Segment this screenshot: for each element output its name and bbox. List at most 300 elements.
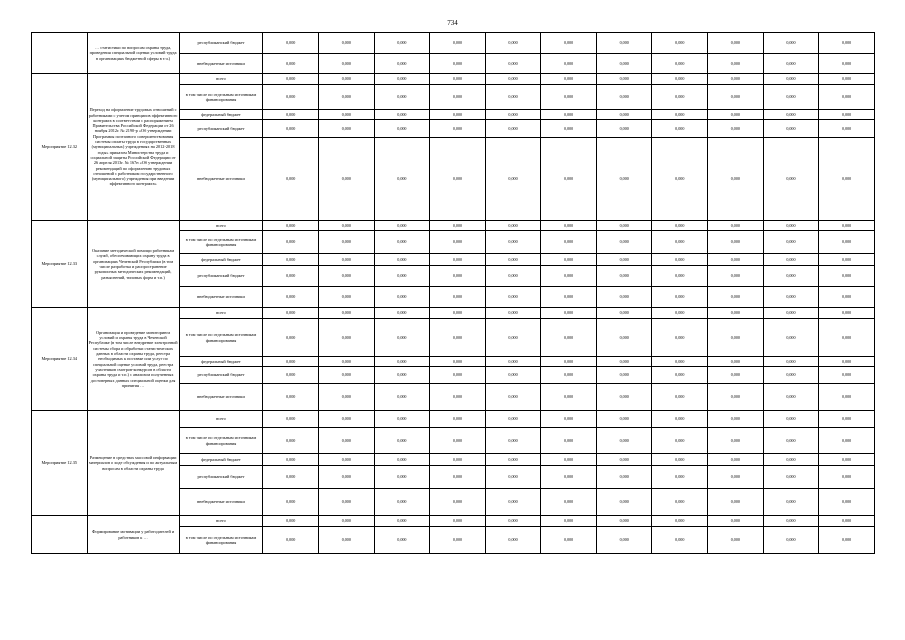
amount-cell: 0,000 xyxy=(374,489,430,516)
amount-cell: 0,000 xyxy=(263,74,319,85)
amount-cell: 0,000 xyxy=(819,138,875,221)
amount-cell: 0,000 xyxy=(708,308,764,319)
amount-cell: 0,000 xyxy=(596,357,652,367)
funding-source: внебюджетные источники xyxy=(179,489,263,516)
amount-cell: 0,000 xyxy=(263,367,319,384)
amount-cell: 0,000 xyxy=(485,428,541,454)
amount-cell: 0,000 xyxy=(763,231,819,254)
amount-cell: 0,000 xyxy=(374,85,430,110)
amount-cell: 0,000 xyxy=(819,319,875,357)
amount-cell: 0,000 xyxy=(708,454,764,466)
amount-cell: 0,000 xyxy=(319,254,375,266)
amount-cell: 0,000 xyxy=(596,384,652,411)
amount-cell: 0,000 xyxy=(763,516,819,527)
amount-cell: 0,000 xyxy=(819,367,875,384)
amount-cell: 0,000 xyxy=(708,489,764,516)
funding-source: внебюджетные источники xyxy=(179,54,263,74)
amount-cell: 0,000 xyxy=(541,367,597,384)
amount-cell: 0,000 xyxy=(319,357,375,367)
amount-cell: 0,000 xyxy=(541,33,597,54)
amount-cell: 0,000 xyxy=(541,466,597,489)
amount-cell: 0,000 xyxy=(374,221,430,231)
amount-cell: 0,000 xyxy=(652,287,708,308)
amount-cell: 0,000 xyxy=(263,357,319,367)
amount-cell: 0,000 xyxy=(596,266,652,287)
measure-description: Переход на оформление трудовых отношений с работниками с учетом принципов эффективного контракта в соответствии с распоряжением Правительства Российской Федерации от 26 ноября 2012г. № 2190-р «Об утверждении Программы поэтапного совершенствования системы оплаты труда в государственных (муниципальных) учреждениях на 2012-2018 годы» приказом Министерства труда и социальной защиты Российской Федерации от 26 апреля 2013г. № 167н «Об утверждении рекомендаций по оформлению трудовых отношений с работником государственного (муниципального) учреждения при введении эффективного контракта» xyxy=(87,74,179,221)
amount-cell: 0,000 xyxy=(263,411,319,428)
amount-cell: 0,000 xyxy=(708,110,764,120)
amount-cell: 0,000 xyxy=(541,231,597,254)
amount-cell: 0,000 xyxy=(596,308,652,319)
funding-source: внебюджетные источники xyxy=(179,138,263,221)
amount-cell: 0,000 xyxy=(708,287,764,308)
amount-cell: 0,000 xyxy=(652,319,708,357)
amount-cell: 0,000 xyxy=(485,54,541,74)
amount-cell: 0,000 xyxy=(652,308,708,319)
amount-cell: 0,000 xyxy=(708,54,764,74)
amount-cell: 0,000 xyxy=(319,33,375,54)
amount-cell: 0,000 xyxy=(485,319,541,357)
amount-cell: 0,000 xyxy=(596,516,652,527)
amount-cell: 0,000 xyxy=(763,319,819,357)
amount-cell: 0,000 xyxy=(263,384,319,411)
amount-cell: 0,000 xyxy=(319,74,375,85)
amount-cell: 0,000 xyxy=(596,466,652,489)
measure-label: Мероприятие 12.34 xyxy=(32,308,88,411)
funding-source: внебюджетные источники xyxy=(179,384,263,411)
amount-cell: 0,000 xyxy=(430,138,486,221)
funding-source: в том числе по отдельным источникам финансирования xyxy=(179,428,263,454)
amount-cell: 0,000 xyxy=(652,85,708,110)
amount-cell: 0,000 xyxy=(374,454,430,466)
funding-source: республиканский бюджет xyxy=(179,466,263,489)
amount-cell: 0,000 xyxy=(708,74,764,85)
amount-cell: 0,000 xyxy=(430,357,486,367)
measure-label xyxy=(32,516,88,554)
amount-cell: 0,000 xyxy=(319,466,375,489)
amount-cell: 0,000 xyxy=(485,489,541,516)
amount-cell: 0,000 xyxy=(263,254,319,266)
amount-cell: 0,000 xyxy=(819,231,875,254)
amount-cell: 0,000 xyxy=(319,367,375,384)
amount-cell: 0,000 xyxy=(819,266,875,287)
amount-cell: 0,000 xyxy=(596,120,652,138)
amount-cell: 0,000 xyxy=(763,357,819,367)
funding-source: всего xyxy=(179,411,263,428)
amount-cell: 0,000 xyxy=(708,319,764,357)
amount-cell: 0,000 xyxy=(374,54,430,74)
amount-cell: 0,000 xyxy=(263,54,319,74)
amount-cell: 0,000 xyxy=(485,266,541,287)
amount-cell: 0,000 xyxy=(319,527,375,554)
amount-cell: 0,000 xyxy=(374,516,430,527)
amount-cell: 0,000 xyxy=(763,74,819,85)
funding-source: всего xyxy=(179,221,263,231)
funding-source: республиканский бюджет xyxy=(179,120,263,138)
funding-source: федеральный бюджет xyxy=(179,357,263,367)
measure-description: Размещение в средствах массовой информации материалов о ходе обсуждения и по актуальным вопросам в области охраны труда xyxy=(87,411,179,516)
funding-source: в том числе по отдельным источникам финансирования xyxy=(179,85,263,110)
funding-source: республиканский бюджет xyxy=(179,266,263,287)
funding-source: федеральный бюджет xyxy=(179,254,263,266)
amount-cell: 0,000 xyxy=(541,287,597,308)
measure-description: Организация и проведение мониторинга условий и охраны труда в Чеченской Республике (в том числе внедрение электронной системы сбора и обработки статистических данных в области охраны труда, реестра необходимых к поставке или услуг по специальной оценке условий труда, реестра участников смотров-конкурсов в области охраны труда и т.п.) с анализом полученных достоверных данных специальной оценки для принятия … xyxy=(87,308,179,411)
amount-cell: 0,000 xyxy=(263,110,319,120)
amount-cell: 0,000 xyxy=(763,54,819,74)
amount-cell: 0,000 xyxy=(708,527,764,554)
funding-source: республиканский бюджет xyxy=(179,367,263,384)
measure-label xyxy=(32,33,88,74)
amount-cell: 0,000 xyxy=(596,254,652,266)
amount-cell: 0,000 xyxy=(652,110,708,120)
amount-cell: 0,000 xyxy=(541,384,597,411)
amount-cell: 0,000 xyxy=(652,428,708,454)
amount-cell: 0,000 xyxy=(430,428,486,454)
amount-cell: 0,000 xyxy=(263,287,319,308)
amount-cell: 0,000 xyxy=(763,308,819,319)
budget-table xyxy=(31,32,875,554)
amount-cell: 0,000 xyxy=(430,287,486,308)
amount-cell: 0,000 xyxy=(763,33,819,54)
amount-cell: 0,000 xyxy=(708,266,764,287)
amount-cell: 0,000 xyxy=(596,74,652,85)
funding-source: в том числе по отдельным источникам финансирования xyxy=(179,527,263,554)
amount-cell: 0,000 xyxy=(652,254,708,266)
amount-cell: 0,000 xyxy=(652,54,708,74)
amount-cell: 0,000 xyxy=(541,428,597,454)
amount-cell: 0,000 xyxy=(319,54,375,74)
amount-cell: 0,000 xyxy=(819,33,875,54)
amount-cell: 0,000 xyxy=(596,287,652,308)
amount-cell: 0,000 xyxy=(763,287,819,308)
amount-cell: 0,000 xyxy=(652,411,708,428)
amount-cell: 0,000 xyxy=(485,411,541,428)
amount-cell: 0,000 xyxy=(263,516,319,527)
amount-cell: 0,000 xyxy=(819,85,875,110)
amount-cell: 0,000 xyxy=(485,527,541,554)
amount-cell: 0,000 xyxy=(541,266,597,287)
amount-cell: 0,000 xyxy=(541,221,597,231)
amount-cell: 0,000 xyxy=(708,428,764,454)
amount-cell: 0,000 xyxy=(708,85,764,110)
amount-cell: 0,000 xyxy=(319,266,375,287)
amount-cell: 0,000 xyxy=(430,74,486,85)
amount-cell: 0,000 xyxy=(596,54,652,74)
funding-source: всего xyxy=(179,308,263,319)
page-number: 734 xyxy=(447,19,458,27)
table-row xyxy=(32,516,875,527)
amount-cell: 0,000 xyxy=(819,454,875,466)
amount-cell: 0,000 xyxy=(541,110,597,120)
amount-cell: 0,000 xyxy=(263,266,319,287)
funding-source: всего xyxy=(179,74,263,85)
amount-cell: 0,000 xyxy=(541,138,597,221)
amount-cell: 0,000 xyxy=(263,454,319,466)
amount-cell: 0,000 xyxy=(652,221,708,231)
amount-cell: 0,000 xyxy=(819,308,875,319)
amount-cell: 0,000 xyxy=(652,516,708,527)
amount-cell: 0,000 xyxy=(763,454,819,466)
amount-cell: 0,000 xyxy=(430,120,486,138)
amount-cell: 0,000 xyxy=(374,384,430,411)
amount-cell: 0,000 xyxy=(819,287,875,308)
amount-cell: 0,000 xyxy=(541,411,597,428)
amount-cell: 0,000 xyxy=(819,74,875,85)
amount-cell: 0,000 xyxy=(319,287,375,308)
funding-source: федеральный бюджет xyxy=(179,110,263,120)
amount-cell: 0,000 xyxy=(652,231,708,254)
measure-label: Мероприятие 12.33 xyxy=(32,221,88,308)
amount-cell: 0,000 xyxy=(263,120,319,138)
amount-cell: 0,000 xyxy=(263,527,319,554)
amount-cell: 0,000 xyxy=(374,428,430,454)
amount-cell: 0,000 xyxy=(819,254,875,266)
amount-cell: 0,000 xyxy=(263,33,319,54)
amount-cell: 0,000 xyxy=(263,138,319,221)
amount-cell: 0,000 xyxy=(652,138,708,221)
amount-cell: 0,000 xyxy=(652,489,708,516)
amount-cell: 0,000 xyxy=(485,120,541,138)
amount-cell: 0,000 xyxy=(374,138,430,221)
amount-cell: 0,000 xyxy=(708,367,764,384)
measure-description: Формирование мотивации у работодателей и работников к … xyxy=(87,516,179,554)
amount-cell: 0,000 xyxy=(430,454,486,466)
amount-cell: 0,000 xyxy=(763,138,819,221)
amount-cell: 0,000 xyxy=(596,319,652,357)
amount-cell: 0,000 xyxy=(541,489,597,516)
amount-cell: 0,000 xyxy=(374,357,430,367)
amount-cell: 0,000 xyxy=(374,254,430,266)
amount-cell: 0,000 xyxy=(708,231,764,254)
amount-cell: 0,000 xyxy=(430,516,486,527)
amount-cell: 0,000 xyxy=(541,85,597,110)
amount-cell: 0,000 xyxy=(485,221,541,231)
amount-cell: 0,000 xyxy=(485,466,541,489)
amount-cell: 0,000 xyxy=(374,308,430,319)
amount-cell: 0,000 xyxy=(708,33,764,54)
amount-cell: 0,000 xyxy=(263,221,319,231)
amount-cell: 0,000 xyxy=(374,411,430,428)
funding-source: в том числе по отдельным источникам финансирования xyxy=(179,319,263,357)
amount-cell: 0,000 xyxy=(541,516,597,527)
amount-cell: 0,000 xyxy=(708,384,764,411)
amount-cell: 0,000 xyxy=(485,85,541,110)
amount-cell: 0,000 xyxy=(541,120,597,138)
amount-cell: 0,000 xyxy=(708,411,764,428)
amount-cell: 0,000 xyxy=(485,110,541,120)
amount-cell: 0,000 xyxy=(374,266,430,287)
amount-cell: 0,000 xyxy=(485,287,541,308)
amount-cell: 0,000 xyxy=(763,266,819,287)
amount-cell: 0,000 xyxy=(263,85,319,110)
amount-cell: 0,000 xyxy=(319,411,375,428)
amount-cell: 0,000 xyxy=(263,466,319,489)
table-row xyxy=(32,33,875,54)
amount-cell: 0,000 xyxy=(652,527,708,554)
amount-cell: 0,000 xyxy=(319,489,375,516)
amount-cell: 0,000 xyxy=(819,384,875,411)
amount-cell: 0,000 xyxy=(430,384,486,411)
amount-cell: 0,000 xyxy=(819,466,875,489)
amount-cell: 0,000 xyxy=(763,384,819,411)
amount-cell: 0,000 xyxy=(430,54,486,74)
amount-cell: 0,000 xyxy=(430,110,486,120)
amount-cell: 0,000 xyxy=(652,466,708,489)
amount-cell: 0,000 xyxy=(430,308,486,319)
table-row xyxy=(32,308,875,319)
amount-cell: 0,000 xyxy=(430,254,486,266)
table-row xyxy=(32,221,875,231)
table-row xyxy=(32,74,875,85)
amount-cell: 0,000 xyxy=(819,357,875,367)
amount-cell: 0,000 xyxy=(596,110,652,120)
amount-cell: 0,000 xyxy=(596,138,652,221)
amount-cell: 0,000 xyxy=(763,367,819,384)
amount-cell: 0,000 xyxy=(763,110,819,120)
amount-cell: 0,000 xyxy=(485,254,541,266)
amount-cell: 0,000 xyxy=(541,454,597,466)
amount-cell: 0,000 xyxy=(430,266,486,287)
amount-cell: 0,000 xyxy=(541,319,597,357)
amount-cell: 0,000 xyxy=(374,527,430,554)
amount-cell: 0,000 xyxy=(596,411,652,428)
amount-cell: 0,000 xyxy=(652,33,708,54)
amount-cell: 0,000 xyxy=(596,33,652,54)
amount-cell: 0,000 xyxy=(541,254,597,266)
measure-label: Мероприятие 12.32 xyxy=(32,74,88,221)
amount-cell: 0,000 xyxy=(652,384,708,411)
measure-description: … статистики по вопросам охраны труда, проведения специальной оценки условий труда в организациях бюджетной сферы в т.ч.) xyxy=(87,33,179,74)
amount-cell: 0,000 xyxy=(541,527,597,554)
amount-cell: 0,000 xyxy=(596,367,652,384)
amount-cell: 0,000 xyxy=(708,466,764,489)
amount-cell: 0,000 xyxy=(485,367,541,384)
amount-cell: 0,000 xyxy=(819,489,875,516)
amount-cell: 0,000 xyxy=(430,527,486,554)
amount-cell: 0,000 xyxy=(430,85,486,110)
amount-cell: 0,000 xyxy=(319,231,375,254)
amount-cell: 0,000 xyxy=(541,74,597,85)
amount-cell: 0,000 xyxy=(819,527,875,554)
amount-cell: 0,000 xyxy=(430,411,486,428)
amount-cell: 0,000 xyxy=(485,33,541,54)
amount-cell: 0,000 xyxy=(263,308,319,319)
amount-cell: 0,000 xyxy=(430,367,486,384)
amount-cell: 0,000 xyxy=(319,221,375,231)
amount-cell: 0,000 xyxy=(652,367,708,384)
amount-cell: 0,000 xyxy=(708,120,764,138)
amount-cell: 0,000 xyxy=(374,287,430,308)
amount-cell: 0,000 xyxy=(763,254,819,266)
table-row xyxy=(32,411,875,428)
amount-cell: 0,000 xyxy=(374,319,430,357)
amount-cell: 0,000 xyxy=(430,489,486,516)
amount-cell: 0,000 xyxy=(430,319,486,357)
amount-cell: 0,000 xyxy=(430,231,486,254)
amount-cell: 0,000 xyxy=(319,384,375,411)
amount-cell: 0,000 xyxy=(374,367,430,384)
amount-cell: 0,000 xyxy=(485,357,541,367)
amount-cell: 0,000 xyxy=(319,454,375,466)
amount-cell: 0,000 xyxy=(652,357,708,367)
amount-cell: 0,000 xyxy=(596,231,652,254)
amount-cell: 0,000 xyxy=(263,319,319,357)
amount-cell: 0,000 xyxy=(319,308,375,319)
amount-cell: 0,000 xyxy=(708,221,764,231)
amount-cell: 0,000 xyxy=(763,120,819,138)
amount-cell: 0,000 xyxy=(596,454,652,466)
amount-cell: 0,000 xyxy=(763,221,819,231)
amount-cell: 0,000 xyxy=(263,428,319,454)
amount-cell: 0,000 xyxy=(374,74,430,85)
amount-cell: 0,000 xyxy=(819,221,875,231)
amount-cell: 0,000 xyxy=(485,454,541,466)
amount-cell: 0,000 xyxy=(763,85,819,110)
amount-cell: 0,000 xyxy=(374,33,430,54)
amount-cell: 0,000 xyxy=(541,308,597,319)
amount-cell: 0,000 xyxy=(430,466,486,489)
measure-description: Оказание методической помощи работникам служб, обеспечивающих охрану труда в организациях Чеченской Республики (в том числе разработка и распространение рукописных методических рекомендаций, разъяснений, типовых форм и т.п.) xyxy=(87,221,179,308)
amount-cell: 0,000 xyxy=(652,454,708,466)
amount-cell: 0,000 xyxy=(819,428,875,454)
amount-cell: 0,000 xyxy=(596,489,652,516)
amount-cell: 0,000 xyxy=(819,411,875,428)
amount-cell: 0,000 xyxy=(819,54,875,74)
amount-cell: 0,000 xyxy=(708,254,764,266)
amount-cell: 0,000 xyxy=(374,466,430,489)
amount-cell: 0,000 xyxy=(485,308,541,319)
amount-cell: 0,000 xyxy=(319,110,375,120)
amount-cell: 0,000 xyxy=(652,266,708,287)
amount-cell: 0,000 xyxy=(763,428,819,454)
amount-cell: 0,000 xyxy=(763,466,819,489)
funding-source: в том числе по отдельным источникам финансирования xyxy=(179,231,263,254)
amount-cell: 0,000 xyxy=(485,231,541,254)
funding-source: республиканский бюджет xyxy=(179,33,263,54)
amount-cell: 0,000 xyxy=(263,489,319,516)
funding-source: федеральный бюджет xyxy=(179,454,263,466)
amount-cell: 0,000 xyxy=(374,120,430,138)
amount-cell: 0,000 xyxy=(319,428,375,454)
amount-cell: 0,000 xyxy=(596,527,652,554)
amount-cell: 0,000 xyxy=(319,516,375,527)
measure-label: Мероприятие 12.35 xyxy=(32,411,88,516)
amount-cell: 0,000 xyxy=(541,357,597,367)
amount-cell: 0,000 xyxy=(541,54,597,74)
amount-cell: 0,000 xyxy=(485,74,541,85)
amount-cell: 0,000 xyxy=(374,231,430,254)
amount-cell: 0,000 xyxy=(485,384,541,411)
amount-cell: 0,000 xyxy=(819,120,875,138)
amount-cell: 0,000 xyxy=(819,110,875,120)
amount-cell: 0,000 xyxy=(708,357,764,367)
amount-cell: 0,000 xyxy=(596,85,652,110)
amount-cell: 0,000 xyxy=(763,489,819,516)
amount-cell: 0,000 xyxy=(374,110,430,120)
amount-cell: 0,000 xyxy=(319,319,375,357)
amount-cell: 0,000 xyxy=(319,85,375,110)
amount-cell: 0,000 xyxy=(263,231,319,254)
amount-cell: 0,000 xyxy=(596,221,652,231)
amount-cell: 0,000 xyxy=(819,516,875,527)
amount-cell: 0,000 xyxy=(485,138,541,221)
funding-source: внебюджетные источники xyxy=(179,287,263,308)
amount-cell: 0,000 xyxy=(430,33,486,54)
amount-cell: 0,000 xyxy=(763,527,819,554)
amount-cell: 0,000 xyxy=(652,74,708,85)
amount-cell: 0,000 xyxy=(708,516,764,527)
amount-cell: 0,000 xyxy=(652,120,708,138)
